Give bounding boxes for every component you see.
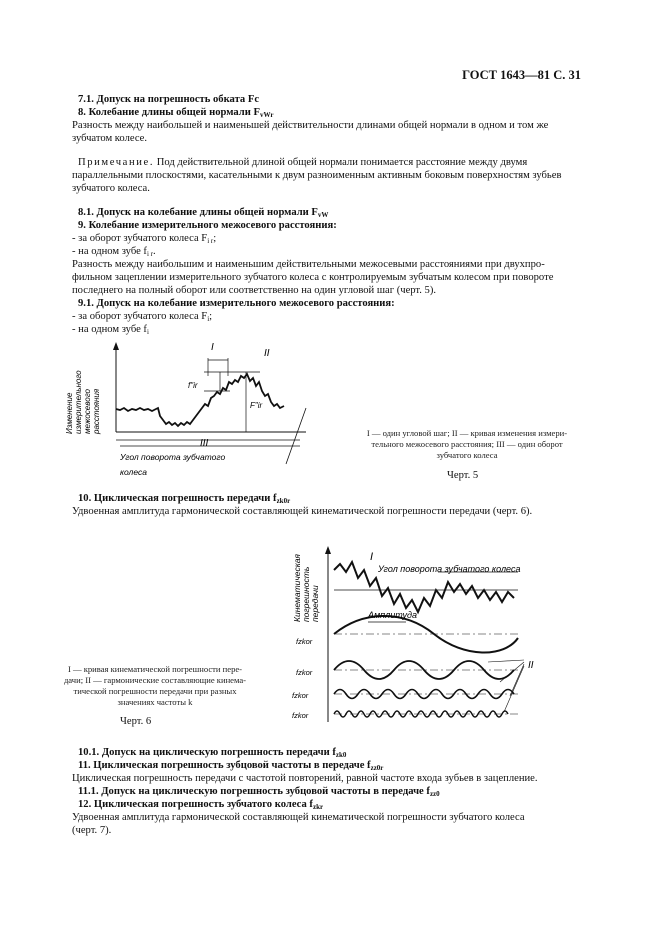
fig6-number: Черт. 6 [120,716,152,727]
fig5-label-III: III [200,438,209,449]
item-8-1: 8.1. Допуск на колебание длины общей нормали $F_{vW}$ [78,207,329,219]
item-9-dash-1: - за оборот зубчатого колеса $F_{i r}$; [72,233,217,245]
fig6-label-curve: Угол поворота зубчатого колеса [378,564,521,574]
fig5-x-extension [286,408,306,464]
fig5-y-arrow-icon [113,342,119,350]
fig6-label-I: I [370,551,374,563]
fig6-label-ampl: Амплитуда [368,610,417,620]
item-9-text-2: фильном зацеплении измерительного зубчатого колеса с контролируемым зубчатым колесом при повороте [72,272,554,283]
item-9-text-3: последнего на полный оборот или соответственно на один угловой шаг (черт. 5). [72,285,437,296]
fig5-ylabel [65,370,101,435]
svg-text:измерительного: измерительного [74,370,83,434]
fig6-f1: fzkor [296,637,313,646]
item-10-text: Удвоенная амплитуда гармонической составляющей кинематической погрешности передачи (черт. 6). [72,506,533,517]
item-12-heading: 12. Циклическая погрешность зубчатого колеса $f_{zkr}$ [78,799,324,811]
fig5-curve [116,374,284,426]
item-9-text-1: Разность между наибольшим и наименьшим действительными межосевыми расстояниями при двухпро- [72,259,545,270]
fig5-label-fir: f"ir [188,381,198,390]
fig5-xlabel-1: Угол поворота зубчатого [120,452,226,462]
item-8-heading: 8. Колебание длины общей нормали $F_{vWr}$ [78,107,274,119]
note-line-3: зубчатого колеса. [72,183,150,194]
fig6-leader-3 [510,664,524,696]
fig6-caption: I — кривая кинематической погрешности пере- дачи; II — гармонические составляющие кинема- тической погрешности передачи при разных значениях частоты k [63,664,247,707]
figure-6 [278,542,558,726]
item-9-1-dash-1: - за оборот зубчатого колеса $F_i$; [72,311,213,323]
item-9-dash-2: - на одном зубе $f_{i r}$. [72,246,156,258]
svg-text:погрешность: погрешность [301,566,311,622]
fig5-label-Fir: F"ir [250,401,263,410]
item-11-1: 11.1. Допуск на циклическую погрешность зубцовой частоты в передаче $f_{zz0}$ [78,786,440,798]
svg-text:Изменение: Изменение [65,392,74,434]
fig6-ylabel [292,554,320,622]
page-header: ГОСТ 1643—81 С. 31 [462,68,581,82]
fig6-label-II: II [528,660,534,671]
note-line-1: Примечание. Под действительной длиной общей нормали понимается расстояние между двумя [78,157,528,168]
fig6-y-arrow-icon [325,546,331,554]
item-9-1: 9.1. Допуск на колебание измерительного межосевого расстояния: [78,298,395,309]
svg-text:расстояния: расстояния [92,388,101,434]
item-12-text-1: Удвоенная амплитуда гармонической составляющей кинематической погрешности зубчатого колеса [72,812,525,823]
item-11-text: Циклическая погрешность передачи с частотой повторений, равной частоте входа зубьев в зацепление. [72,773,538,784]
fig6-f2: fzkor [296,668,313,677]
fig5-label-I: I [211,342,214,353]
item-12-text-2: (черт. 7). [72,825,112,836]
fig6-f3: fzkor [292,691,309,700]
item-7-1: 7.1. Допуск на погрешность обката Fc [78,94,260,105]
item-10-heading: 10. Циклическая погрешность передачи $f_{zk0r}$ [78,493,291,505]
fig5-caption: I — один угловой шаг; II — кривая изменения измери- тельного межосевого расстояния; III — один оборот зубчатого колеса [366,428,568,460]
item-9-heading: 9. Колебание измерительного межосевого расстояния: [78,220,337,231]
item-9-1-dash-2: - на одном зубе $f_i$ [72,324,149,336]
fig5-label-II: II [264,348,270,359]
fig6-f4: fzkor [292,711,309,720]
fig5-xlabel-2: колеса [120,467,147,477]
item-10-1: 10.1. Допуск на циклическую погрешность передачи $f_{zk0}$ [78,747,347,759]
note-line-2: параллельными плоскостями, касательными к двум разноименным активным боковым поверхностям зубьев [72,170,562,181]
item-11-heading: 11. Циклическая погрешность зубцовой частоты в передаче $f_{zz0r}$ [78,760,384,772]
svg-text:межосевого: межосевого [83,389,92,434]
fig6-leader-1 [488,660,524,662]
item-8-text-2: зубчатом колесе. [72,133,147,144]
figure-5 [60,336,320,486]
item-8-text-1: Разность между наибольшей и наименьшей действительности длинами общей нормали в одном и том же [72,120,549,131]
svg-text:Кинематическая: Кинематическая [292,554,302,622]
fig5-number: Черт. 5 [447,470,479,481]
svg-text:передачи: передачи [310,585,320,622]
